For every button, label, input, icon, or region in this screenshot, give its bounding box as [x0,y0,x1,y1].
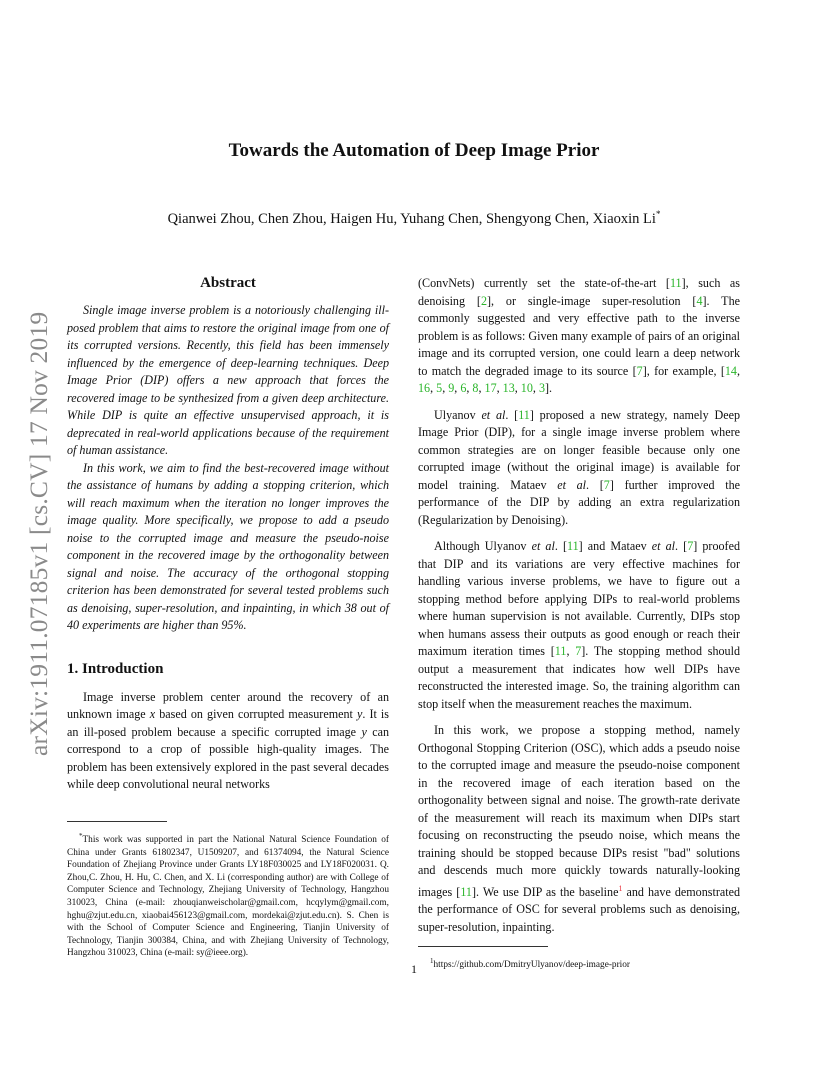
citation-link[interactable]: 7 [575,644,582,658]
citation-link[interactable]: 7 [636,363,643,378]
left-column [67,275,389,794]
author-list [0,209,828,228]
et-al: et al [481,407,506,422]
footnote-link[interactable]: 1 [618,883,623,893]
text-run: Although Ulyanov [434,539,532,553]
footnote-body: This work was supported in part the National Natural Science Foundation of China under Grants 61802347, U1509207, and 61374094, the Natural Science Foundation of Zhejiang Province under Grants LY18F030025 and LY18F020031. Q. Zhou,C. Zhou, H. Hu, C. Chen, and X. Li (corresponding author) are with College of Computer Science and Technology, Zhejiang University of Technology, Hangzhou 310023, China (e-mail: zhouqianweischolar@gmail.com, hcqylym@gmail.com, hghu@zjut.edu.cn, xiaobai456123@gmail.com, mordekai@zjut.edu.cn). S. Chen is with the School of Computer Science and Engineering, Tianjin University of Technology, Tianjin 300384, China, and with Zhejiang University of Technology, Hangzhou 310023, China (e-mail: sy@ieee.org). [67,835,389,959]
et-al: et al [557,477,587,492]
citation-link[interactable]: 11 [554,644,567,658]
footnote-divider [67,821,167,822]
citation-link[interactable]: 10 [520,381,533,395]
citation-link[interactable]: 6 [460,381,467,395]
introduction-heading: 1. Introduction [67,660,164,677]
right-paragraph-2 [418,407,740,530]
text-run: ]. [544,381,553,395]
text-run: can correspond to a crop of possible high-quality images. The problem has been extensively explored in the past several decades while deep convolutional neural networks [67,724,390,791]
text-run: ], such as denoising [ [418,276,740,308]
citation-link[interactable]: 11 [460,884,472,899]
abstract-paragraph-2: In this work, we aim to find the best-recovered image without the assistance of humans by adding a stopping criterion, which will reach maximum when the iteration no longer improves the image quality. More specifically, we propose to add a pseudo noise to the corrupted image and measure the pseudo-noise component in the recovered image by the orthogonality between signal and noise. The accuracy of the orthogonal stopping criterion has been demonstrated for several tested problems such as denoising, super-resolution, and inpainting, in which 38 out of 40 experiments are higher than 95%. [67,460,389,632]
citation-link[interactable]: 11 [518,407,530,422]
text-run: ], or single-image super-resolution [ [486,293,697,308]
citation-link[interactable]: 5 [436,381,443,395]
text-run: ] proofed that DIP and its variations are very effective machines for handling various inverse problems, we have to figure out a stopping method before applying DIPs to real-world problems where human supervision is not available. Currently, DIPs stop when humans assess their outputs as good enough or reach their maximum iteration times [ [418,539,740,658]
text-run: . [ [554,539,567,553]
text-run: based on given corrupted measurement [155,707,357,721]
citation-link[interactable]: 11 [669,276,682,290]
text-run: ]. We use DIP as the baseline [471,884,619,899]
right-column [418,275,740,936]
arxiv-identifier-stamp: arXiv:1911.07185v1 [cs.CV] 17 Nov 2019 [24,311,53,756]
abstract-paragraph-1: Single image inverse problem is a notoriously challenging ill-posed problem that aims to restore the original image from one of its corrupted versions. Recently, this field has been immensely influenced by the emergence of deep-learning techniques. Deep Image Prior (DIP) offers a new approach that forces the recovered image to be synthesized from a given deep architecture. While DIP is quite an effective unsupervised approach, it is deprecated in real-world applications because of the requirement of human assistance. [67,303,389,457]
math-variable: y [361,724,367,739]
text-run: Image inverse problem center around the recovery of an unknown image [67,689,389,721]
author-footnote-mark: * [655,209,661,219]
footnote-text [67,830,389,960]
text-run: ] and Mataev [578,539,652,553]
footnote-mark: * [79,832,83,840]
citation-link[interactable]: 3 [538,381,545,395]
text-run: . [ [505,407,519,422]
citation-link[interactable]: 11 [567,539,579,553]
et-al: et al [651,539,676,553]
citation-link[interactable]: 7 [603,477,610,492]
text-run: . [ [675,539,688,553]
footnote-mark: 1 [430,957,434,965]
et-al: et al [531,539,555,553]
text-run: In this work, we propose a stopping method, namely Orthogonal Stopping Criterion (OSC), which adds a pseudo noise to the corrupted image and measure the pseudo-noise component in the recovered image of each iteration based on the orthogonality between signal and noise. The growth-rate derivate of the measurement will reach its maximum when DIPs start focusing on reconstructing the pseudo noise, which means the training should be stopped because DIPs resist "bad" solutions and descends much more quickly towards naturally-looking images [ [418,723,740,899]
citation-list: 14, 16, 5, 9, 6, 8, 17, 13, 10, 3 [418,363,740,395]
footnote-divider [418,946,548,947]
text-run: ]. The stopping method should output a measurement that indicates how well DIPs have reconstructed the interested image. So, the training algorithm can stop itself when the measurement reaches the maximum. [418,644,741,711]
right-paragraph-4 [418,722,740,936]
text-run: . It is an ill-posed problem because a specific corrupted image [67,707,389,739]
text-run: ] proposed a new strategy, namely Deep Image Prior (DIP), for a single image inverse problem where common strategies are on longer feasible because only one corrupted image (without the original image) is available for model training. Mataev [418,407,740,492]
footnote-url[interactable]: https://github.com/DmitryUlyanov/deep-image-prior [433,960,630,971]
citation-link[interactable]: 14 [724,363,737,378]
page-number: 1 [411,962,417,976]
author-names: Qianwei Zhou, Chen Zhou, Haigen Hu, Yuhang Chen, Shengyong Chen, Xiaoxin Li [167,210,656,227]
introduction-paragraph-1 [67,689,389,794]
right-paragraph-1 [418,275,740,398]
text-run: , [566,644,576,658]
text-run: ] further improved the performance of the DIP by adding an extra regularization (Regularization by Denoising). [418,477,740,527]
text-run: (ConvNets) currently set the state-of-the-art [ [418,276,670,290]
citation-link[interactable]: 7 [687,539,694,553]
text-run: . [ [586,477,604,492]
text-run: Ulyanov [434,407,482,422]
funding-footnote [67,821,389,960]
text-run: ]. The commonly suggested and very effective path to the inverse problem is as follows: Given many example of pairs of an original image and its corrupted version, one could learn a deep network to match the degraded image to its source [ [418,293,740,378]
citation-link[interactable]: 17 [484,381,497,395]
text-run: and have demonstrated the performance of OSC for several problems such as denoising, super-resolution, inpainting. [418,884,741,934]
citation-link[interactable]: 16 [418,381,431,395]
math-variable: y [356,707,363,721]
citation-link[interactable]: 2 [480,293,487,308]
citation-link[interactable]: 13 [502,381,515,395]
citation-link[interactable]: 8 [472,381,479,395]
citation-link[interactable]: 9 [448,381,455,395]
citation-link[interactable]: 4 [696,293,703,308]
right-paragraph-3 [418,538,740,713]
abstract-heading: Abstract [200,275,256,291]
paper-title: Towards the Automation of Deep Image Prior [228,140,600,161]
text-run: ], for example, [ [642,363,725,378]
math-variable: x [149,707,156,721]
